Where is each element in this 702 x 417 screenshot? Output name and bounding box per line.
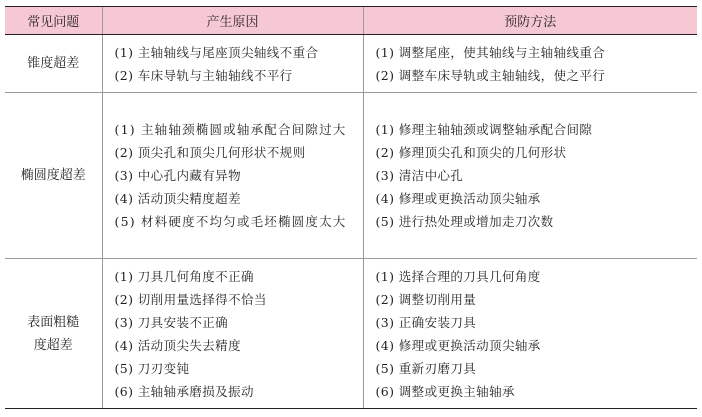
cause-item: (1) 主轴轴线与尾座顶尖轴线不重合 — [114, 44, 319, 60]
table-row — [5, 35, 697, 93]
cause-cell — [102, 93, 363, 259]
cause-item: (3) 刀具安装不正确 — [114, 314, 229, 330]
problem-cell — [5, 259, 102, 409]
table-row — [5, 259, 697, 409]
cause-cell — [102, 35, 363, 93]
method-item: (1) 调整尾座，使其轴线与主轴轴线重合 — [375, 44, 606, 60]
method-item: (3) 正确安装刀具 — [375, 314, 477, 330]
cause-item: (1) 主轴轴颈椭圆或轴承配合间隙过大 — [114, 122, 347, 137]
problem-label: 表面粗糙 — [27, 314, 80, 330]
cause-item: (4) 活动顶尖精度超差 — [114, 191, 241, 206]
cause-item: (6) 主轴轴承磨损及振动 — [114, 383, 254, 399]
method-item: (2) 调整切削用量 — [375, 291, 477, 307]
method-item: (5) 重新刃磨刀具 — [375, 360, 477, 376]
problem-cell — [5, 35, 102, 93]
method-item: (5) 进行热处理或增加走刀次数 — [375, 214, 554, 229]
cause-item: (4) 活动顶尖失去精度 — [114, 337, 241, 353]
header-prevention: 预防方法 — [363, 7, 697, 35]
problem-label: 椭圆度超差 — [20, 168, 86, 183]
method-item: (6) 调整或更换主轴轴承 — [375, 383, 515, 399]
cause-item: (2) 顶尖孔和顶尖几何形状不规则 — [114, 145, 306, 160]
cause-item: (1) 刀具几何角度不正确 — [114, 268, 254, 284]
cause-item: (2) 车床导轨与主轴轴线不平行 — [114, 67, 293, 83]
method-cell — [363, 35, 697, 93]
troubleshooting-table — [5, 6, 697, 409]
cause-item: (5) 材料硬度不均匀或毛坯椭圆度太大 — [114, 214, 347, 229]
table-row — [5, 93, 697, 259]
method-item: (3) 清洁中心孔 — [375, 168, 464, 183]
method-cell — [363, 93, 697, 259]
method-item: (4) 修理或更换活动顶尖轴承 — [375, 191, 541, 206]
method-item: (1) 修理主轴轴颈或调整轴承配合间隙 — [375, 122, 593, 137]
cause-item: (5) 刀刃变钝 — [114, 360, 190, 376]
method-item: (4) 修理或更换活动顶尖轴承 — [375, 337, 541, 353]
cause-item: (2) 切削用量选择得不恰当 — [114, 291, 267, 307]
header-row — [5, 7, 697, 35]
method-cell — [363, 259, 697, 409]
header-cause: 产生原因 — [102, 7, 363, 35]
method-item: (2) 修理顶尖孔和顶尖的几何形状 — [375, 145, 567, 160]
problem-cell — [5, 93, 102, 259]
cause-cell — [102, 259, 363, 409]
header-problem: 常见问题 — [5, 7, 102, 35]
problem-label: 锥度超差 — [27, 56, 80, 71]
problem-label: 度超差 — [33, 337, 73, 353]
method-item: (1) 选择合理的刀具几何角度 — [375, 268, 541, 284]
method-item: (2) 调整车床导轨或主轴轴线，使之平行 — [375, 67, 606, 83]
cause-item: (3) 中心孔内藏有异物 — [114, 168, 241, 183]
